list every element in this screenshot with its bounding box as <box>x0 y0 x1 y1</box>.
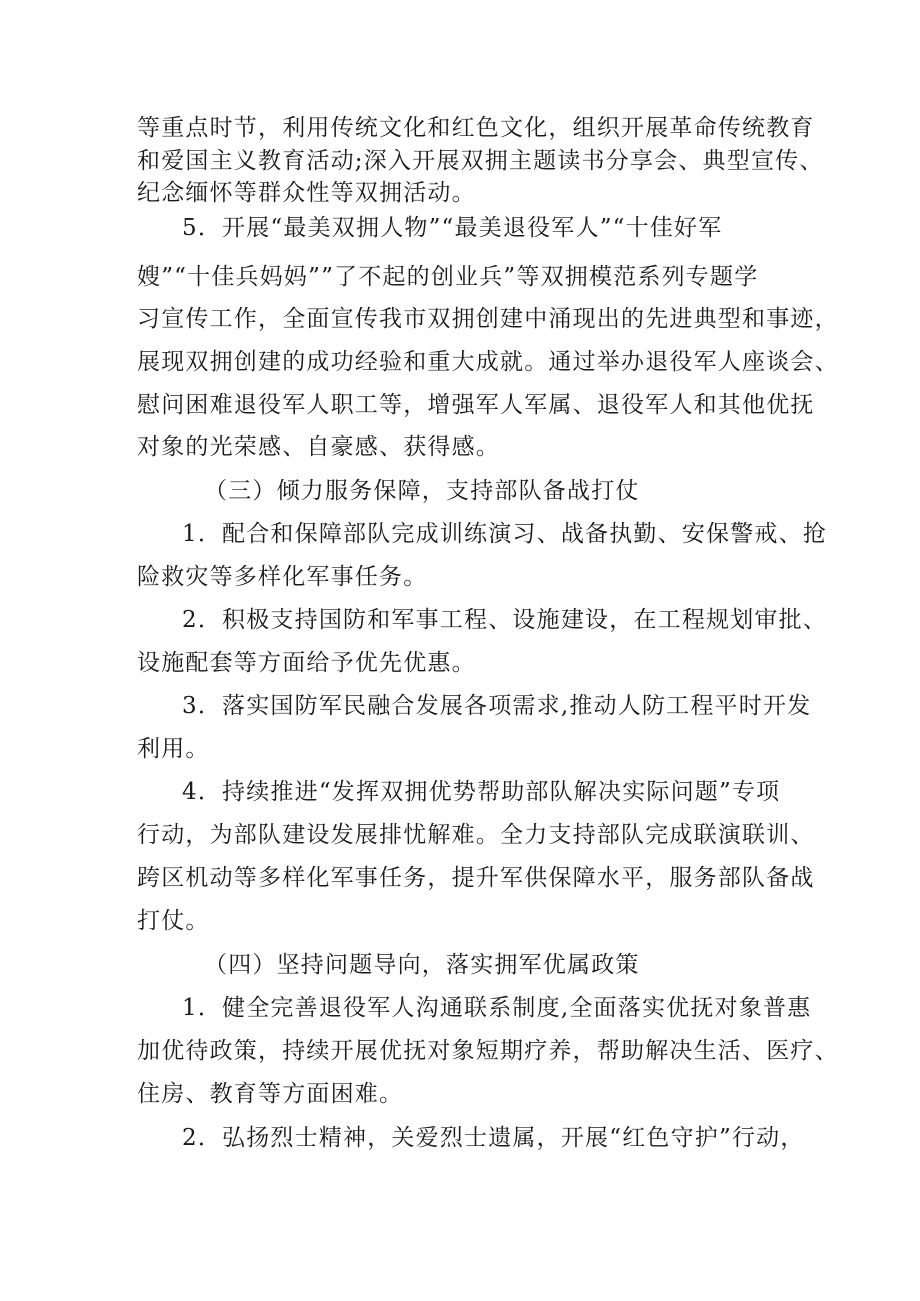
text-line: 跨区机动等多样化军事任务，提升军供保障水平，服务部队备战 <box>137 865 815 891</box>
text-line: 纪念缅怀等群众性等双拥活动。 <box>137 180 476 206</box>
section-heading: （四）坚持问题导向，落实拥军优属政策 <box>204 952 640 978</box>
text-line: 2．积极支持国防和军事工程、设施建设，在工程规划审批、 <box>182 607 828 633</box>
text-line: 3．落实国防军民融合发展各项需求,推动人防工程平时开发 <box>182 693 812 719</box>
text-line: 住房、教育等方面困难。 <box>137 1081 404 1107</box>
text-line: 等重点时节，利用传统文化和红色文化，组织开展革命传统教育 <box>137 115 815 141</box>
text-line: 1．健全完善退役军人沟通联系制度,全面落实优抚对象普惠 <box>182 995 812 1021</box>
text-line: 设施配套等方面给予优先优惠。 <box>137 650 476 676</box>
text-line: 行动，为部队建设发展排忧解难。全力支持部队完成联演联训、 <box>137 822 815 848</box>
text-line: 嫂”“十佳兵妈妈””了不起的创业兵”等双拥模范系列专题学 <box>137 264 759 290</box>
text-line: 和爱国主义教育活动;深入开展双拥主题读书分享会、典型宣传、 <box>137 148 824 174</box>
text-line: 5．开展“最美双拥人物”“最美退役军人”“十佳好军 <box>182 215 723 241</box>
text-line: 1．配合和保障部队完成训练演习、战备执勤、安保警戒、抢 <box>182 521 828 547</box>
text-line: 习宣传工作，全面宣传我市双拥创建中涌现出的先进典型和事迹， <box>137 306 839 332</box>
section-heading: （三）倾力服务保障，支持部队备战打仗 <box>204 478 640 504</box>
text-line: 展现双拥创建的成功经验和重大成就。通过举办退役军人座谈会、 <box>137 349 839 375</box>
text-line: 利用。 <box>137 736 210 762</box>
text-line: 2．弘扬烈士精神，关爱烈士遗属，开展“红色守护”行动， <box>182 1125 805 1151</box>
text-line: 慰问困难退役军人职工等，增强军人军属、退役军人和其他优抚 <box>137 392 815 418</box>
text-line: 险救灾等多样化军事任务。 <box>137 564 428 590</box>
text-line: 4．持续推进“发挥双拥优势帮助部队解决实际问题”专项 <box>182 779 781 805</box>
text-line: 打仗。 <box>137 908 210 934</box>
text-line: 对象的光荣感、自豪感、获得感。 <box>137 434 500 460</box>
text-line: 加优待政策，持续开展优抚对象短期疗养，帮助解决生活、医疗、 <box>137 1038 839 1064</box>
